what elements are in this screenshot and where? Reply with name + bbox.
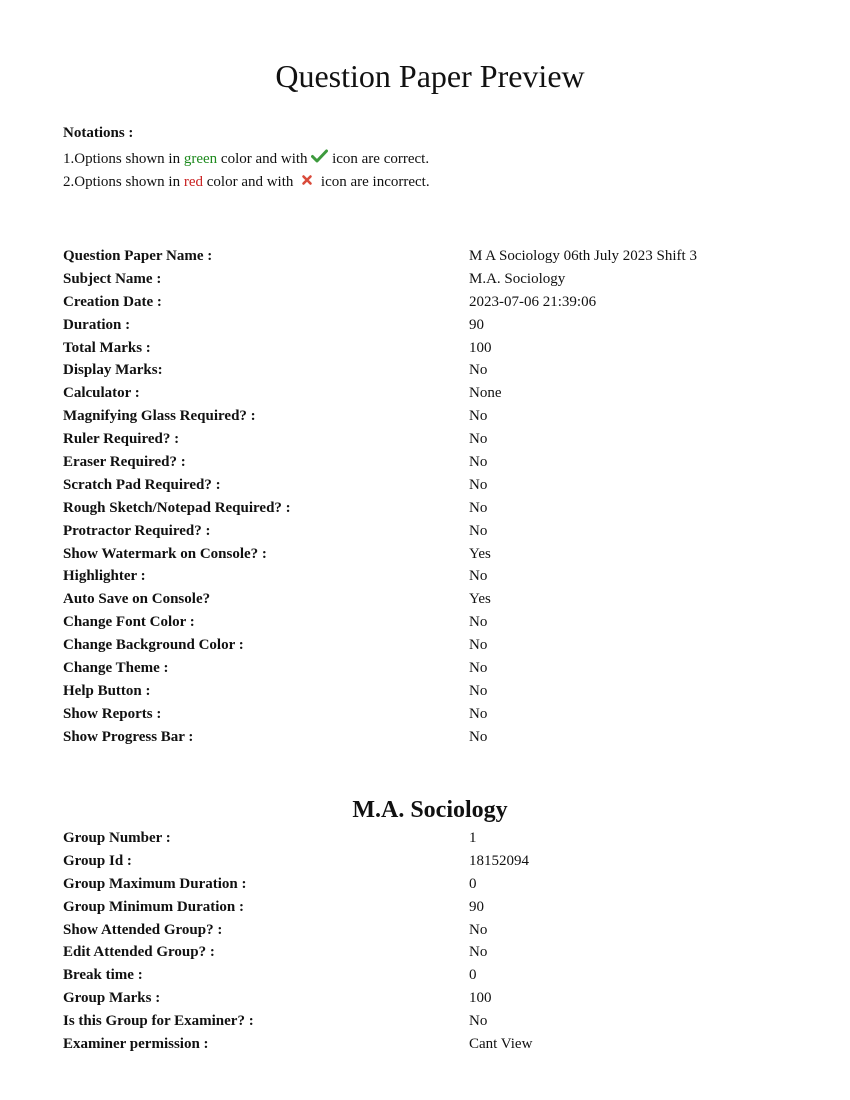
info-value: Yes: [469, 591, 491, 608]
info-label: Show Attended Group? :: [63, 921, 223, 938]
info-row: [63, 726, 823, 749]
info-row: [63, 451, 823, 474]
info-row: [63, 987, 823, 1010]
info-value: No: [469, 408, 488, 425]
info-label: Scratch Pad Required? :: [63, 476, 221, 493]
info-row: [63, 919, 823, 942]
info-row: [63, 611, 823, 634]
info-row: [63, 245, 823, 268]
info-value: 90: [469, 898, 484, 915]
info-row: [63, 827, 823, 850]
info-label: Show Reports :: [63, 705, 162, 722]
info-label: Group Maximum Duration :: [63, 875, 247, 892]
info-label: Change Background Color :: [63, 637, 244, 654]
info-row: [63, 520, 823, 543]
info-label: Examiner permission :: [63, 1036, 209, 1053]
info-row: [63, 474, 823, 497]
info-value: M A Sociology 06th July 2023 Shift 3: [469, 248, 697, 264]
info-label: Auto Save on Console?: [63, 591, 211, 608]
notation-red-word: red: [183, 174, 203, 191]
notation-correct: [63, 148, 430, 171]
info-label: Show Progress Bar :: [63, 728, 194, 745]
info-row: [63, 941, 823, 964]
info-row: [63, 657, 823, 680]
info-row: [63, 382, 823, 405]
info-label: Creation Date :: [63, 293, 162, 310]
info-value: Yes: [469, 545, 491, 562]
info-value: 100: [469, 990, 492, 1007]
info-value: Cant View: [469, 1036, 533, 1053]
notation-correct-suffix: icon are correct.: [328, 151, 430, 167]
info-value: No: [469, 522, 488, 539]
info-value: No: [469, 476, 488, 493]
info-label: Total Marks :: [63, 339, 151, 356]
info-value: No: [469, 454, 488, 471]
notation-green-word: green: [183, 151, 218, 167]
info-row: [63, 1010, 823, 1033]
info-value: 0: [469, 967, 477, 984]
page-title: Question Paper Preview: [275, 58, 585, 94]
info-value: No: [469, 362, 488, 379]
info-label: Magnifying Glass Required? :: [63, 408, 256, 425]
info-row: [63, 634, 823, 657]
info-value: 0: [469, 875, 477, 892]
info-value: No: [469, 1013, 488, 1030]
group-info-table: [63, 827, 823, 1056]
notations-heading: Notations :: [63, 125, 134, 141]
info-label: Question Paper Name :: [63, 248, 213, 264]
info-label: Edit Attended Group? :: [63, 944, 215, 961]
info-row: [63, 680, 823, 703]
info-label: Highlighter :: [63, 568, 146, 585]
info-row: [63, 543, 823, 566]
info-value: No: [469, 660, 488, 677]
info-row: [63, 291, 823, 314]
info-value: 18152094: [469, 852, 529, 869]
info-label: Rough Sketch/Notepad Required? :: [63, 499, 291, 516]
info-value: No: [469, 568, 488, 585]
info-value: No: [469, 431, 488, 448]
info-row: [63, 565, 823, 588]
info-label: Is this Group for Examiner? :: [63, 1013, 254, 1030]
info-label: Eraser Required? :: [63, 454, 186, 471]
info-value: No: [469, 944, 488, 961]
notation-incorrect-prefix: 2.Options shown in: [63, 174, 184, 191]
info-row: [63, 314, 823, 337]
cross-icon: [301, 171, 313, 194]
notations-block: [63, 124, 430, 194]
info-label: Group Marks :: [63, 990, 161, 1007]
info-row: [63, 896, 823, 919]
info-row: [63, 703, 823, 726]
info-value: No: [469, 614, 488, 631]
info-value: No: [469, 637, 488, 654]
info-label: Ruler Required? :: [63, 431, 180, 448]
info-value: 2023-07-06 21:39:06: [469, 293, 597, 310]
info-value: 1: [469, 830, 477, 846]
info-row: [63, 268, 823, 291]
info-value: 100: [469, 339, 492, 356]
info-label: Help Button :: [63, 682, 151, 699]
info-label: Display Marks:: [63, 362, 163, 379]
info-value: No: [469, 682, 488, 699]
info-row: [63, 428, 823, 451]
info-label: Group Minimum Duration :: [63, 898, 244, 915]
info-row: [63, 405, 823, 428]
info-value: None: [469, 385, 502, 402]
info-row: [63, 850, 823, 873]
info-label: Change Theme :: [63, 660, 169, 677]
info-label: Subject Name :: [63, 270, 162, 287]
notation-correct-prefix: 1.Options shown in: [63, 151, 184, 167]
info-label: Group Number :: [63, 830, 171, 846]
info-value: No: [469, 499, 488, 516]
info-label: Group Id :: [63, 852, 132, 869]
info-value: No: [469, 921, 488, 938]
info-row: [63, 1033, 823, 1056]
info-label: Change Font Color :: [63, 614, 195, 631]
info-value: No: [469, 705, 488, 722]
info-value: M.A. Sociology: [469, 270, 566, 287]
notation-incorrect: [63, 171, 430, 194]
info-row: [63, 588, 823, 611]
paper-info-table: [63, 245, 823, 749]
check-icon: [311, 148, 328, 171]
info-label: Duration :: [63, 316, 131, 333]
section-title: M.A. Sociology: [352, 797, 508, 823]
notation-incorrect-suffix: icon are incorrect.: [317, 174, 430, 191]
info-row: [63, 873, 823, 896]
info-row: [63, 497, 823, 520]
info-label: Break time :: [63, 967, 143, 984]
info-label: Protractor Required? :: [63, 522, 211, 539]
notation-incorrect-middle: color and with: [203, 174, 298, 191]
info-value: No: [469, 728, 488, 745]
info-row: [63, 337, 823, 360]
info-row: [63, 359, 823, 382]
info-value: 90: [469, 316, 484, 333]
info-row: [63, 964, 823, 987]
notation-correct-middle: color and with: [217, 151, 312, 167]
info-label: Show Watermark on Console? :: [63, 545, 267, 562]
info-label: Calculator :: [63, 385, 140, 402]
